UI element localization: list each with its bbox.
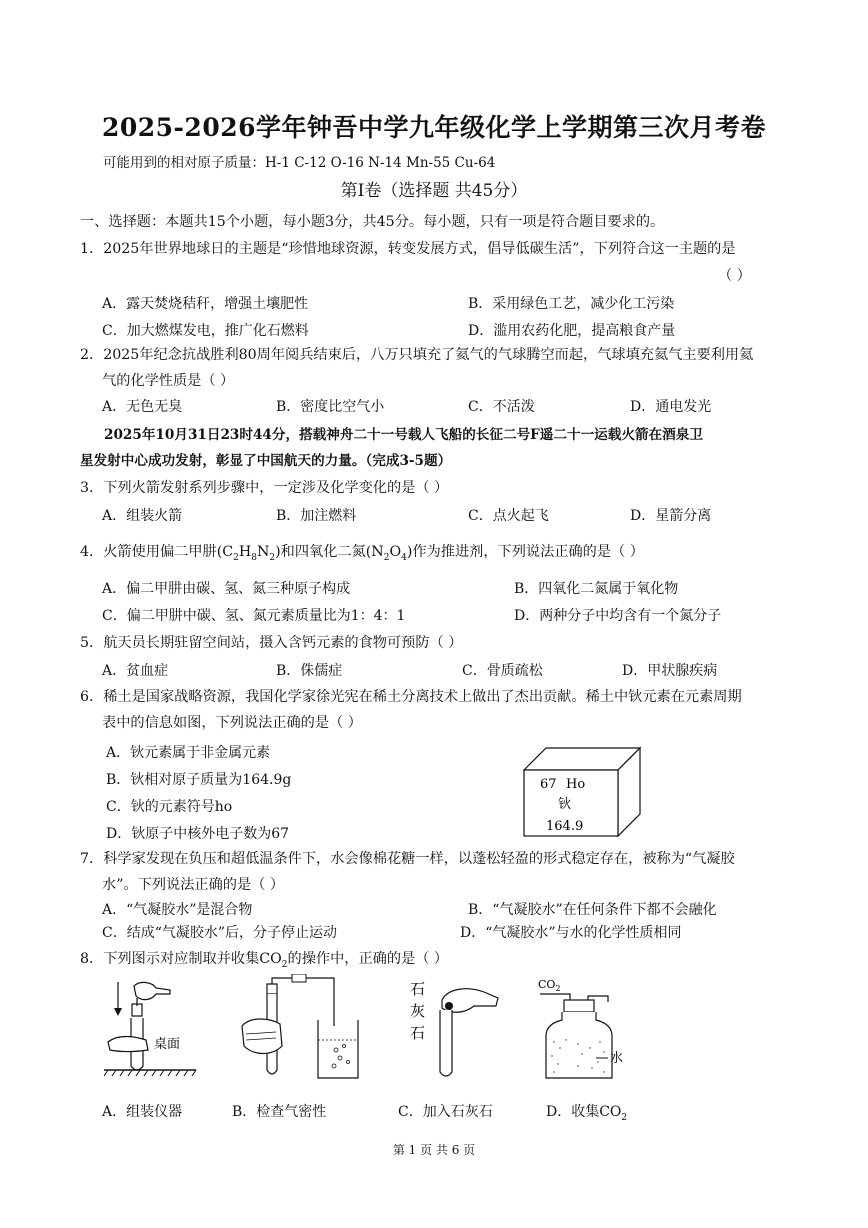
q1-stem: 1．2025年世界地球日的主题是“珍惜地球资源，转变发展方式，倡导低碳生活”，下列符合这一主题的是: [80, 241, 736, 257]
q7-stem-line1: 7．科学家发现在负压和超低温条件下，水会像棉花糖一样，以蓬松轻盈的形式稳定存在，被称为“气凝胶: [80, 851, 735, 867]
q7-option-c: C．结成“气凝胶水”后，分子停止运动: [102, 925, 338, 941]
atomic-masses: 可能用到的相对原子质量：H-1 C-12 O-16 N-14 Mn-55 Cu-64: [103, 155, 496, 171]
figure-a-assemble: [104, 978, 214, 1094]
q4-option-d: D．两种分子中均含有一个氮分子: [514, 608, 722, 624]
q5-option-b: B．侏儒症: [276, 663, 343, 679]
page-footer: 第 1 页 共 6 页: [392, 1143, 476, 1157]
exam-title: 2025-2026学年钟吾中学九年级化学上学期第三次月考卷: [101, 113, 767, 142]
q4-stem-part: O: [389, 544, 402, 560]
q2-stem-line2: 气的化学性质是（ ）: [102, 373, 235, 389]
q5-option-c: C．骨质疏松: [462, 663, 543, 679]
limestone-label-2: 灰: [410, 1002, 426, 1020]
q8-option-a: A．组装仪器: [102, 1104, 183, 1120]
q2-stem-line1: 2．2025年纪念抗战胜利80周年阅兵结束后，八万只填充了氦气的气球腾空而起，气球填充氦气主要利用氦: [80, 347, 754, 363]
figure-b-airtightness: [236, 974, 366, 1084]
passage-line1: 2025年10月31日23时44分，搭载神舟二十一号载人飞船的长征二号F遥二十一运载火箭在酒泉卫: [104, 427, 703, 443]
subscript: 2: [269, 552, 276, 563]
water-label: 水: [610, 1051, 624, 1066]
q6-option-a: A．钬元素属于非金属元素: [106, 745, 271, 761]
q4-option-a: A．偏二甲肼由碳、氢、氮三种原子构成: [102, 581, 351, 597]
q5-option-d: D．甲状腺疾病: [622, 663, 718, 679]
section-title: 第Ⅰ卷（选择题 共45分）: [340, 181, 528, 201]
element-symbol: Ho: [566, 777, 586, 792]
q1-paren: （ ）: [718, 268, 751, 284]
q2-option-d: D．通电发光: [630, 399, 712, 415]
q4-stem-part: )作为推进剂，下列说法正确的是（ ）: [406, 544, 644, 560]
q4-option-b: B．四氧化二氮属于氧化物: [514, 581, 679, 597]
q3-option-a: A．组装火箭: [102, 508, 183, 524]
q6-stem-line1: 6．稀土是国家战略资源，我国化学家徐光宪在稀土分离技术上做出了杰出贡献。稀土中钬元素在元素周期: [80, 689, 742, 705]
q6-option-d: D．钬原子中核外电子数为67: [106, 826, 290, 842]
q3-option-d: D．星箭分离: [630, 508, 712, 524]
q1-option-a: A．露天焚烧秸秆，增强土壤肥性: [102, 296, 309, 312]
subscript: 2: [281, 959, 288, 970]
q5-stem: 5．航天员长期驻留空间站，摄入含钙元素的食物可预防（ ）: [80, 635, 463, 651]
q2-option-b: B．密度比空气小: [276, 399, 385, 415]
q1-option-d: D．滥用农药化肥，提高粮食产量: [468, 323, 676, 339]
q8-option-d-text: D．收集CO: [546, 1104, 622, 1120]
q7-option-b: B．“气凝胶水”在任何条件下都不会融化: [468, 902, 717, 918]
co2-label: $CO_2$: [538, 978, 561, 993]
q6-stem-line2: 表中的信息如图，下列说法正确的是（ ）: [102, 715, 362, 731]
subscript: 2: [233, 552, 239, 563]
subscript: 8: [251, 552, 257, 563]
subscript: 2: [383, 552, 390, 563]
element-mass: 164.9: [546, 819, 584, 834]
q8-option-b: B．检查气密性: [232, 1104, 327, 1120]
q8-option-c: C．加入石灰石: [398, 1104, 493, 1120]
q7-stem-line2: 水”。下列说法正确的是（ ）: [102, 877, 285, 893]
element-name: 钬: [558, 797, 572, 812]
q8-option-d: [546, 1101, 627, 1123]
figure-d-collect-co2: [532, 974, 642, 1086]
subscript: 4: [401, 552, 407, 563]
q2-option-c: C．不活泼: [468, 399, 535, 415]
q8-stem-part: 的操作中，正确的是（ ）: [287, 951, 449, 967]
q2-option-a: A．无色无臭: [102, 399, 183, 415]
q1-option-b: B．采用绿色工艺，减少化工污染: [468, 296, 675, 312]
q6-option-b: B．钬相对原子质量为164.9g: [106, 772, 292, 788]
q4-stem-part: H: [238, 544, 252, 560]
q1-option-c: C．加大燃煤发电，推广化石燃料: [102, 323, 309, 339]
element-cell-figure: [520, 744, 644, 840]
desk-label: 桌面: [154, 1037, 181, 1052]
q3-option-c: C．点火起飞: [468, 508, 549, 524]
q8-stem-part: 8．下列图示对应制取并收集CO: [80, 951, 282, 967]
passage-line2: 星发射中心成功发射，彰显了中国航天的力量。（完成3-5题）: [80, 453, 452, 469]
q4-stem-part: N: [256, 544, 270, 560]
q4-option-c: C．偏二甲肼中碳、氢、氮元素质量比为1：4：1: [102, 608, 406, 624]
q8-stem: [80, 948, 448, 970]
instructions: 一、选择题：本题共15个小题，每小题3分，共45分。每小题，只有一项是符合题目要求的。: [80, 214, 665, 230]
limestone-label-1: 石: [410, 980, 426, 998]
figure-c-add-limestone: [406, 974, 506, 1086]
q6-option-c: C．钬的元素符号ho: [106, 799, 233, 815]
q5-option-a: A．贫血症: [102, 663, 169, 679]
q4-stem-part: 4．火箭使用偏二甲肼(C: [80, 544, 234, 560]
q4-stem-part: )和四氧化二氮(N: [275, 544, 384, 560]
q4-stem: [80, 541, 644, 563]
q3-stem: 3．下列火箭发射系列步骤中，一定涉及化学变化的是（ ）: [80, 480, 449, 496]
subscript: 2: [621, 1112, 628, 1123]
element-number: 67: [540, 777, 557, 792]
q7-option-a: A．“气凝胶水”是混合物: [102, 902, 253, 918]
q7-option-d: D．“气凝胶水”与水的化学性质相同: [460, 925, 682, 941]
q3-option-b: B．加注燃料: [276, 508, 357, 524]
limestone-label-3: 石: [410, 1024, 426, 1042]
